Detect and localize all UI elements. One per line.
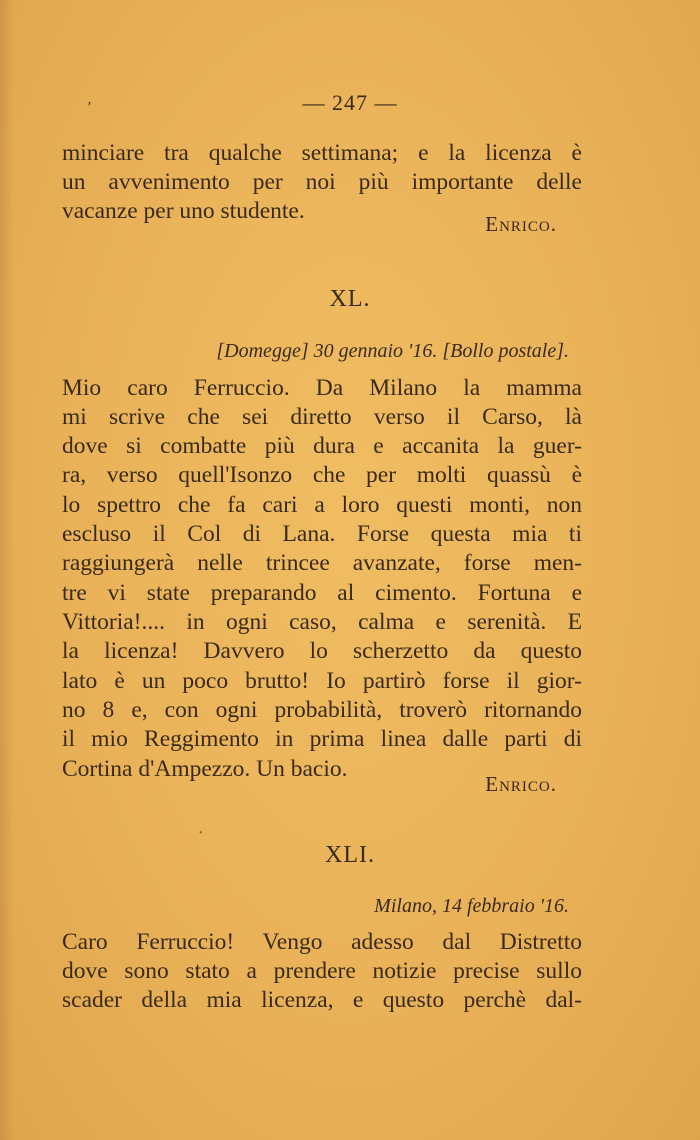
page-number: — 247 — (302, 90, 398, 115)
text-line: il mio Reggimento in prima linea dalle parti di (62, 726, 582, 752)
text-line: no 8 e, con ogni probabilità, troverò ritornando (62, 697, 582, 723)
letter-place: [Domegge] (216, 340, 309, 362)
text-line: scader della mia licenza, e questo perchè dal- (62, 987, 582, 1013)
text-line: lato è un poco brutto! Io partirò forse il gior- (62, 668, 582, 694)
letter-date: 30 gennaio '16. (313, 340, 438, 362)
letter-dateline: Milano, 14 febbraio '16. (374, 895, 569, 917)
text-line: escluso il Col di Lana. Forse questa mia ti (62, 521, 582, 547)
ink-speck: • (199, 828, 203, 839)
signature: Enrico. (485, 772, 557, 796)
text-line: ra, verso quell'Isonzo che per molti quassù è (62, 462, 582, 488)
signature: Enrico. (485, 212, 557, 236)
text-line: vacanze per uno studente. (62, 198, 305, 224)
text-line: lo spettro che fa cari a loro questi monti, non (62, 492, 582, 518)
text-line: Cortina d'Ampezzo. Un bacio. (62, 756, 348, 782)
text-line: tre vi state preparando al cimento. Fortuna e (62, 580, 582, 606)
text-line: raggiungerà nelle trincee avanzate, forse men- (62, 550, 582, 576)
letter-dateline (216, 340, 569, 363)
text-line: dove sono stato a prendere notizie precise sullo (62, 958, 582, 984)
margin-mark: ʼ (87, 100, 92, 115)
text-line: Caro Ferruccio! Vengo adesso dal Distretto (62, 929, 582, 955)
text-line: la licenza! Davvero lo scherzetto da questo (62, 638, 582, 664)
text-line: un avvenimento per noi più importante delle (62, 169, 582, 195)
page-spine-shadow (0, 0, 14, 1140)
postal-stamp-note: [Bollo postale]. (442, 340, 569, 362)
text-line: dove si combatte più dura e accanita la guer- (62, 433, 582, 459)
text-line: Vittoria!.... in ogni caso, calma e serenità. E (62, 609, 582, 635)
text-line: mi scrive che sei diretto verso il Carso, là (62, 404, 582, 430)
letter-heading: XL. (329, 286, 371, 312)
letter-heading: XLI. (325, 842, 375, 868)
text-line: minciare tra qualche settimana; e la licenza è (62, 140, 582, 166)
text-line: Mio caro Ferruccio. Da Milano la mamma (62, 375, 582, 401)
